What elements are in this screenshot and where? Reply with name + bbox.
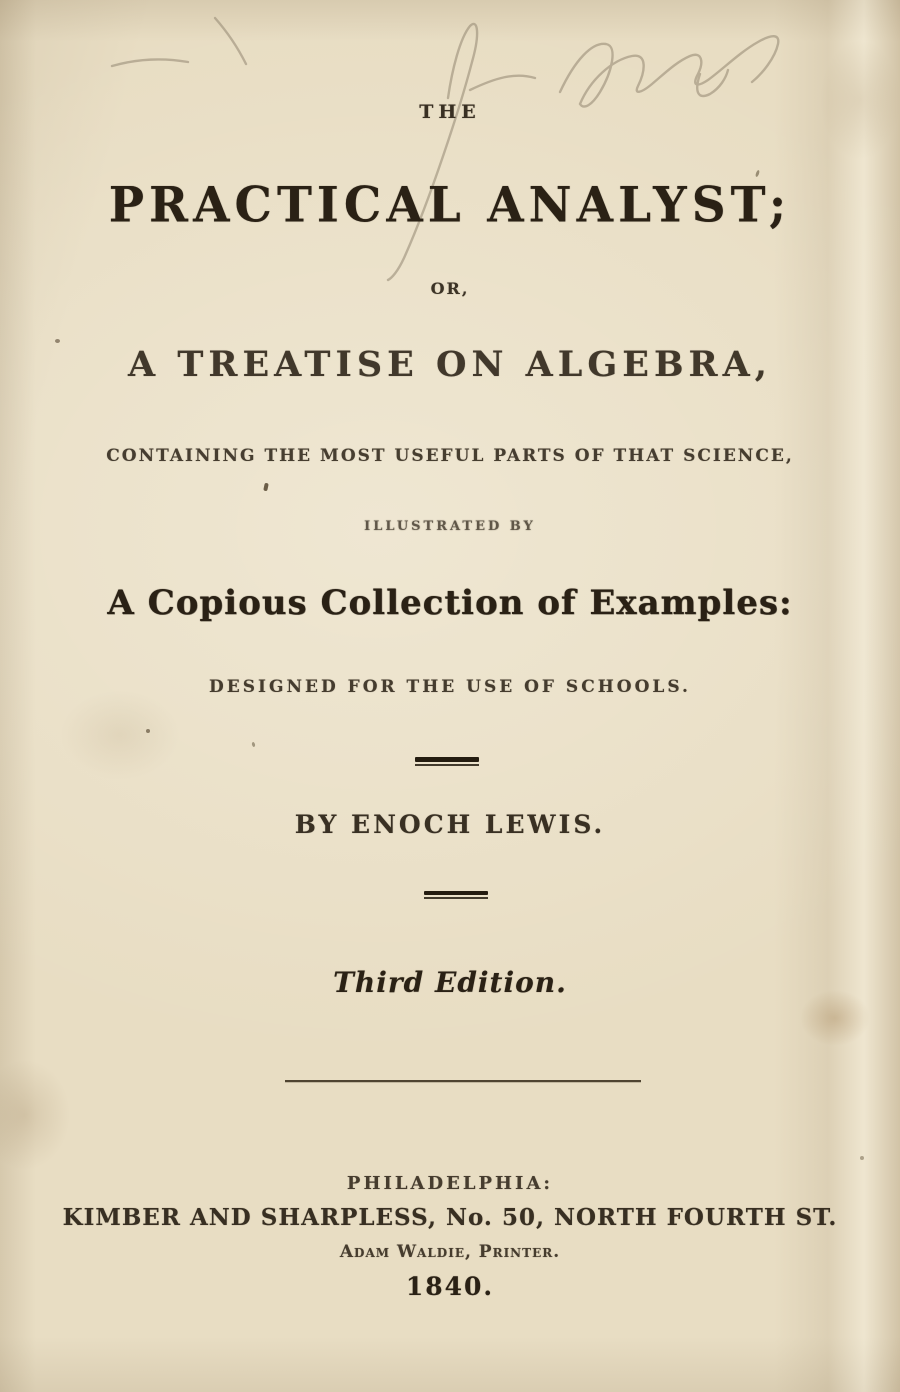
page-title: PRACTICAL ANALYST; [108, 176, 792, 235]
double-rule-middle [424, 891, 488, 899]
title-conjunction: OR, [430, 279, 470, 298]
imprint-divider-rule [285, 1080, 641, 1082]
double-rule-top [415, 757, 479, 766]
handwritten-signature [0, 0, 900, 300]
imprint-city: PHILADELPHIA: [346, 1173, 554, 1194]
ink-speck [251, 742, 255, 748]
contents-line: CONTAINING THE MOST USEFUL PARTS OF THAT SCIENCE, [106, 446, 794, 466]
edition-line: Third Edition. [333, 966, 567, 999]
subtitle: A TREATISE ON ALGEBRA, [128, 344, 772, 385]
ink-speck [263, 483, 269, 492]
title-article: THE [419, 101, 481, 123]
foxing-stain [820, 40, 900, 160]
illustrated-by-line: ILLUSTRATED BY [364, 519, 536, 534]
author-line: BY ENOCH LEWIS. [294, 810, 606, 839]
imprint-year: 1840. [405, 1272, 495, 1301]
foxing-stain [60, 690, 180, 780]
imprint-printer: Adam Waldie, Printer. [339, 1242, 561, 1262]
imprint-publisher: KIMBER AND SHARPLESS, No. 50, NORTH FOURTH ST. [62, 1204, 838, 1231]
foxing-stain [0, 1060, 70, 1170]
foxing-stain [800, 990, 870, 1046]
ink-speck [55, 339, 60, 343]
ink-speck [860, 1156, 864, 1160]
audience-line: DESIGNED FOR THE USE OF SCHOOLS. [209, 677, 691, 697]
collection-line: A Copious Collection of Examples: [107, 583, 793, 623]
